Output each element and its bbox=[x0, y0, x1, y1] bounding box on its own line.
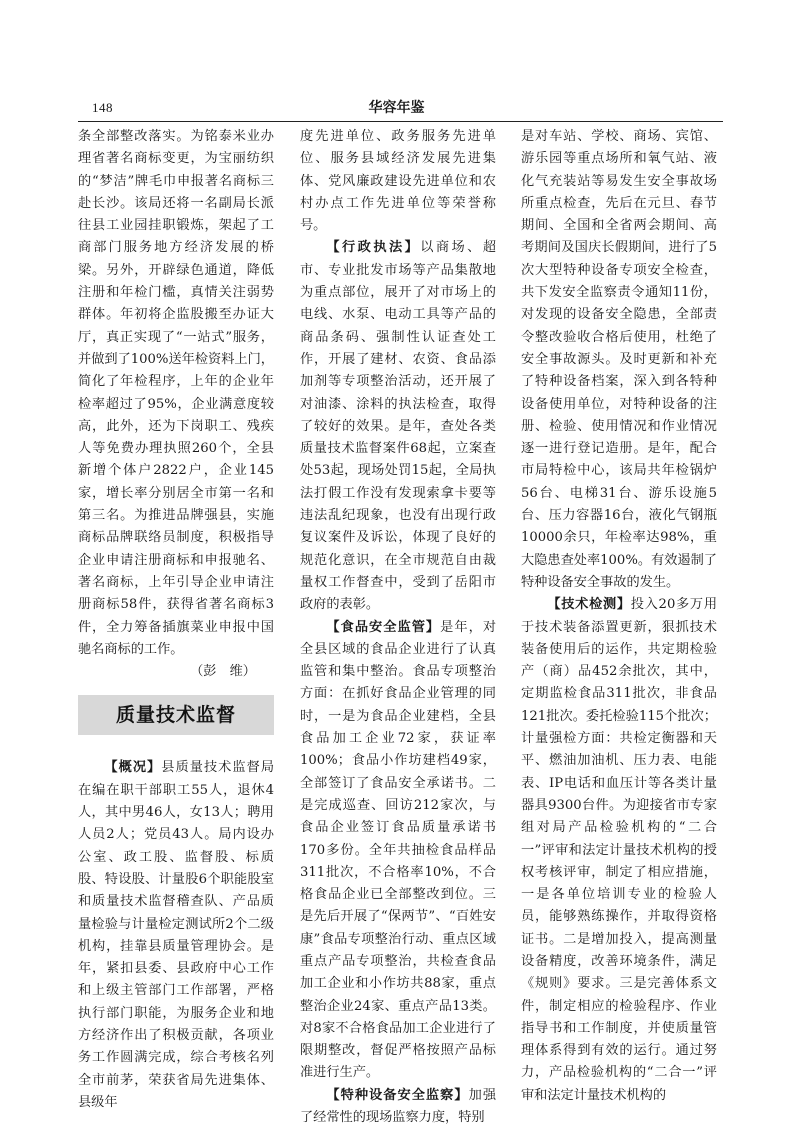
paragraph-equipment-inspection: 是对车站、学校、商场、宾馆、游乐园等重点场所和氧气站、液化气充装站等易发生安全事故场所重点检查，先后在元旦、春节期间、全国和全省两会期间、高考期间及国庆长假期间，进行了5次大型特种设备专项安全检查，共下发安全监察责令通知11份，对发现的设备安全隐患，全部责令整改验收合格后使用，杜绝了安全事故源头。及时更新和补充了特种设备档案，深入到各特种设备使用单位，对特种设备的注册、检验、使用情况和作业情况逐一进行登记造册。是年，配合市局特检中心，该局共年检锅炉56台、电梯31台、游乐设施5台、压力容器16台，液化气钢瓶10000余只，年检率达98%，重大隐患查处率100%。有效遏制了特种设备安全事故的发生。 bbox=[521, 129, 717, 590]
paragraph-overview bbox=[78, 757, 274, 1114]
running-head: 华容年鉴 bbox=[368, 100, 425, 116]
keyword-overview: 【概况】 bbox=[104, 760, 162, 776]
header-rule bbox=[78, 121, 723, 122]
technical-testing-text: 投入20多万用于技术装备添置更新，狠抓技术装备使用后的运作，共定期检验产（商）品452余批次，其中，定期监检食品311批次，非食品121批次。委托检验115个批次；计量强检方面：共检定衡器和天平、燃油加油机、压力表、电能表、IP电话和血压计等各类计量器具9300台件。为迎接省市专家组对局产品检验机构的“二合一”评审和法定计量技术机构的授权考核评审，制定了相应措施，一是各单位培训专业的检验人员，能够熟练操作，并取得资格证书。二是增加投入，提高测量设备精度，改善环境条件，满足《规则》要求。三是完善体系文件，制定相应的检验程序、作业指导书和工作制度，并使质量管理体系得到有效的运行。通过努力，产品检验机构的“二合一”评审和法定计量技术机构的 bbox=[521, 597, 718, 1103]
paragraph-law-enforcement bbox=[300, 237, 496, 616]
page-number: 148 bbox=[92, 100, 113, 115]
column-1 bbox=[78, 126, 274, 1114]
paragraph-technical-testing bbox=[521, 594, 717, 1107]
keyword-special-equipment: 【特种设备安全监察】 bbox=[326, 1087, 469, 1103]
keyword-technical-testing: 【技术检测】 bbox=[547, 597, 631, 613]
paragraph-continuation: 条全部整改落实。为铭泰米业办理省著名商标变更，为宝丽纺织的“梦洁”牌毛巾申报著名商标三赴长沙。该局还将一名副局长派往县工业园挂职锻炼，架起了工商部门服务地方经济发展的桥梁。另外，开辟绿色通道，降低注册和年检门槛，真情关注弱势群体。年初将企监股搬至办证大厅，真正实现了“一站式”服务，并做到了100%送年检资料上门，简化了年检程序，上年的企业年检率超过了95%，企业满意度较高，此外，还为下岗职工、残疾人等免费办理执照260个，全县新增个体户2822户，企业145家，增长率分别居全市第一名和第三名。为推进品牌强县，实施商标品牌联络员制度，积极指导企业申请注册商标和申报驰名、著名商标，上年引导企业申请注册商标58件，获得省著名商标3件，全力筹备插旗菜业申报中国驰名商标的工作。 bbox=[78, 129, 274, 657]
author-signature: （彭 维） bbox=[190, 664, 256, 680]
paragraph-honors: 度先进单位、政务服务先进单位、服务县域经济发展先进集体、党风廉政建设先进单位和农村办点工作先进单位等荣誉称号。 bbox=[300, 129, 496, 234]
column-2 bbox=[300, 126, 496, 1129]
special-equipment-text: 加强了经常性的现场监察力度，特别 bbox=[300, 1087, 497, 1126]
keyword-law-enforcement: 【行政执法】 bbox=[326, 240, 421, 256]
section-title: 质量技术监督 bbox=[78, 695, 274, 735]
law-enforcement-text: 以商场、超市、专业批发市场等产品集散地为重点部位，展开了对市场上的电线、水泵、电动工具等产品的商品条码、强制性认证查处工作，开展了建材、农资、食品添加剂等专项整治活动，还开展了对油漆、涂料的执法检查，取得了较好的效果。是年，查处各类质量技术监督案件68起，立案查处53起，现场处罚15起，全局执法打假工作没有发现索拿卡要等违法乱纪现象，也没有出现行政复议案件及诉讼，体现了良好的规范化意识，在全市规范自由裁量权工作督查中，受到了岳阳市政府的表彰。 bbox=[300, 240, 497, 613]
overview-text: 县质量技术监督局在编在职干部职工55人，退休4人，其中男46人，女13人；聘用人员2人；党员43人。局内设办公室、政工股、监督股、标质股、特设股、计量股6个职能股室和质量技术监督稽查队、产品质量检验与计量检定测试所2个二级机构，挂靠县质量管理协会。是年，紧扣县委、县政府中心工作和上级主管部门工作部署，严格执行部门职能，为服务企业和地方经济作出了积极贡献，各项业务工作圆满完成，综合考核名列全市前茅，荣获省局先进集体、县级年 bbox=[78, 760, 275, 1110]
paragraph-food-safety bbox=[300, 617, 496, 1085]
column-3 bbox=[521, 126, 717, 1107]
paragraph-special-equipment bbox=[300, 1085, 496, 1129]
keyword-food-safety: 【食品安全监管】 bbox=[326, 619, 441, 635]
food-safety-text: 是年，对全县区域的食品企业进行了认真监管和集中整治。食品专项整治方面：在抓好食品企业管理的同时，一是为食品企业建档，全县食品加工企业72家，获证率100%；食品小作坊建档49家，全部签订了食品安全承诺书。二是完成巡查、回访212家次，与食品企业签订食品质量承诺书170多份。全年共抽检食品样品311批次，不合格率10%，不合格食品企业已全部整改到位。三是先后开展了“保两节”、“百姓安康”食品专项整治行动、重点区域重点产品专项整治，共检查食品加工企业和小作坊共88家，重点整治企业24家、重点产品13类。对8家不合格食品加工企业进行了限期整改，督促严格按照产品标准进行生产。 bbox=[300, 619, 497, 1081]
